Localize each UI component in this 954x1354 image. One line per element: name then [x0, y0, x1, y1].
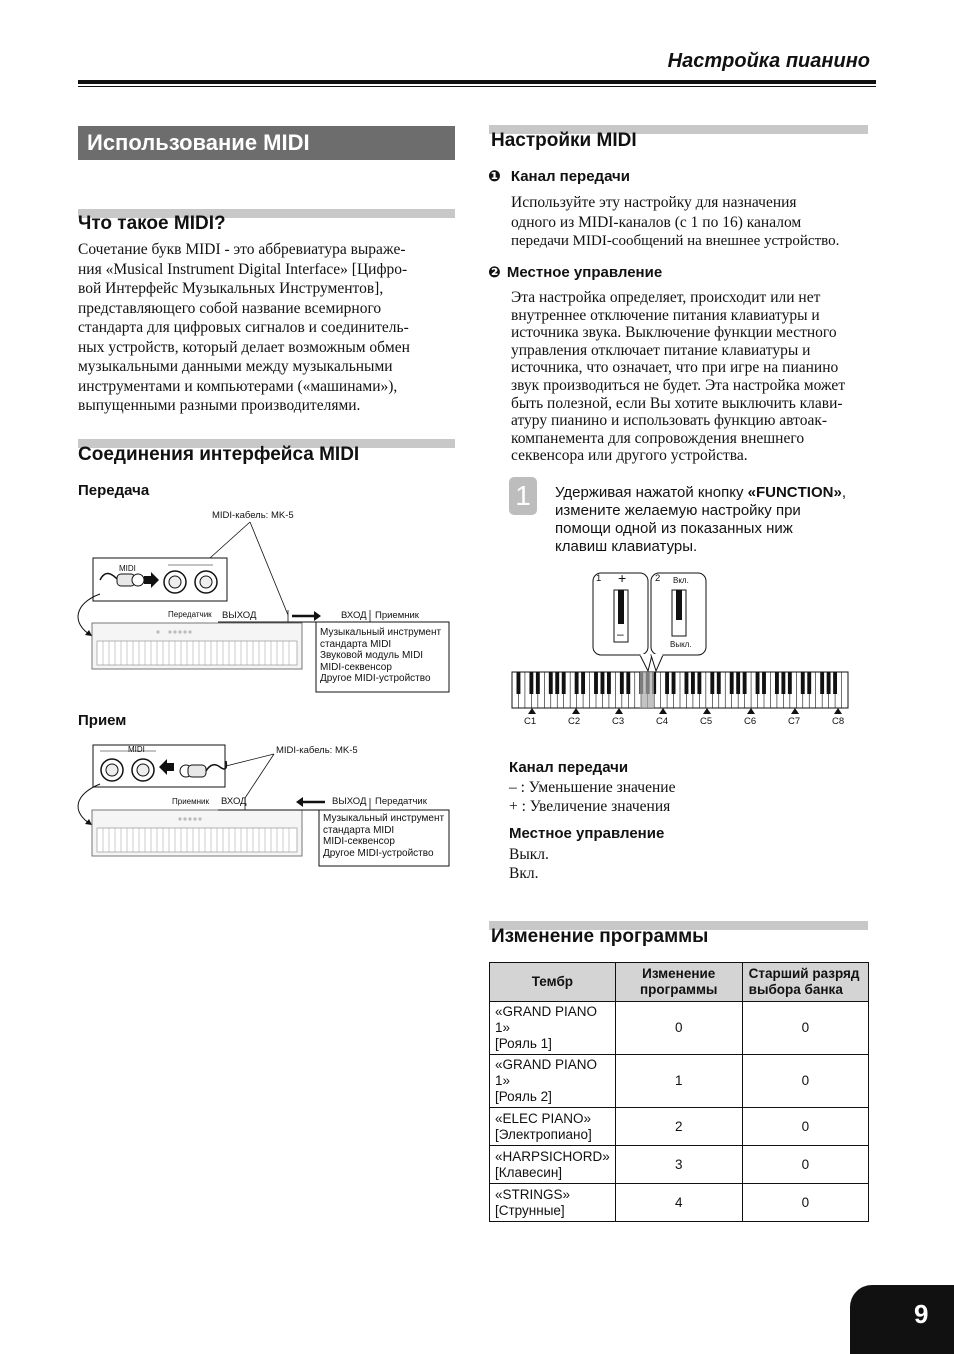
- legend-off: Выкл.: [509, 846, 549, 863]
- heading-midi-connections: Соединения интерфейса MIDI: [78, 444, 360, 465]
- black-key: [626, 672, 630, 694]
- transmit-device-list: Музыкальный инструмент стандарта MIDI Звуковой модуль MIDI MIDI-секвенсор Другое MIDI-устройство: [320, 627, 442, 684]
- in-label: ВХОД: [221, 796, 247, 807]
- heading-program-change: Изменение программы: [491, 926, 709, 947]
- item1-title: ❶ Канал передачи: [488, 168, 630, 185]
- heading-midi-settings: Настройки MIDI: [491, 130, 637, 151]
- black-key: [549, 672, 553, 694]
- black-key: [756, 672, 760, 694]
- black-key: [685, 672, 689, 694]
- callout2-off: Выкл.: [670, 640, 692, 649]
- callout2-on: Вкл.: [673, 576, 689, 585]
- cable-label: MIDI-кабель: MK-5: [276, 745, 358, 756]
- in-label: ВХОД: [341, 610, 367, 621]
- page-number: 9: [850, 1285, 954, 1354]
- key-c4: C4: [656, 716, 669, 727]
- receiver-label: Приемник: [375, 610, 419, 621]
- black-key: [665, 672, 669, 694]
- key-c5: C5: [700, 716, 713, 727]
- plus-sign: +: [618, 570, 627, 586]
- out-label: ВЫХОД: [332, 796, 367, 807]
- legend-minus: – : Уменьшение значение: [509, 779, 676, 796]
- black-key: [736, 672, 740, 694]
- key-c7: C7: [788, 716, 801, 727]
- black-key: [827, 672, 831, 694]
- running-header: Настройка пианино: [667, 50, 870, 72]
- legend-plus: + : Увеличение значения: [509, 798, 671, 815]
- black-key: [620, 672, 624, 694]
- table-row: «ELEC PIANO» [Электропиано] 2 0: [490, 1108, 869, 1146]
- black-key: [555, 672, 559, 694]
- table-row: «GRAND PIANO 1» [Рояль 2] 1 0: [490, 1055, 869, 1108]
- black-key: [775, 672, 779, 694]
- black-key: [529, 672, 533, 694]
- callout2-number: 2: [655, 573, 661, 584]
- black-key: [562, 672, 566, 694]
- item2-marker: ❷: [488, 264, 501, 281]
- black-key: [594, 672, 598, 694]
- black-key: [730, 672, 734, 694]
- header-rule: [78, 80, 876, 84]
- label-transmit: Передача: [78, 482, 150, 499]
- step1-text: Удерживая нажатой кнопку «FUNCTION», измените желаемую настройку при помощи одной из показанных ниж клавиш клавиатуры.: [555, 484, 846, 555]
- key-c6: C6: [744, 716, 757, 727]
- key-c1: C1: [524, 716, 537, 727]
- receiver-label: Приемник: [172, 797, 210, 806]
- table-row: «HARPSICHORD» [Клавесин] 3 0: [490, 1146, 869, 1184]
- black-key: [536, 672, 540, 694]
- program-change-table: [489, 962, 869, 1222]
- black-key: [820, 672, 824, 694]
- key-c8: C8: [832, 716, 845, 727]
- item2-title: ❷ Местное управление: [488, 264, 663, 281]
- table-row: «STRINGS» [Струнные] 4 0: [490, 1184, 869, 1222]
- black-key: [517, 672, 521, 694]
- heading-what-is-midi: Что такое MIDI?: [78, 213, 226, 234]
- black-key: [575, 672, 579, 694]
- black-key: [581, 672, 585, 694]
- transmitter-label: Передатчик: [375, 796, 427, 807]
- black-key: [601, 672, 605, 694]
- black-key: [607, 672, 611, 694]
- transmitter-label: Передатчик: [168, 610, 212, 619]
- black-key: [781, 672, 785, 694]
- what-is-midi-paragraph: Сочетание букв MIDI - это аббревиатура выраже- ния «Musical Instrument Digital Interface» [Цифро- вой Интерфейс Музыкальных Инструментов], представляющего собой название всемирного стандарта для цифровых сигналов и соединитель- ных устройств, который делает возможным обмен музыкальными данными между музыкальными инструментами и компьютерами («машинами»), выпущенными разными производителями.: [78, 241, 410, 414]
- black-key: [697, 672, 701, 694]
- black-key: [672, 672, 676, 694]
- black-key: [710, 672, 714, 694]
- item2-paragraph: Эта настройка определяет, происходит или нет внутреннее отключение питания клавиатуры и источника звука. Выключение функции местного управления отключает питание клавиатуры и источника, что означает, что при игре на пианино звук производиться не будет. Эта настройка может быть полезной, если Вы хотите выключить клави- атуру пианино и использовать функцию автоак- компанемента для сопровождения внешнего секвенсора или другого устройства.: [511, 289, 846, 465]
- table-row: «GRAND PIANO 1» [Рояль 1] 0 0: [490, 1002, 869, 1055]
- col-header-tone: Тембр: [490, 963, 616, 1002]
- cable-label: MIDI-кабель: MK-5: [212, 510, 294, 521]
- item1-marker: ❶: [488, 168, 501, 185]
- key-c3: C3: [612, 716, 625, 727]
- black-key: [762, 672, 766, 694]
- callout1-number: 1: [596, 573, 602, 584]
- minus-sign: –: [617, 627, 624, 641]
- header-rule-thin: [78, 86, 876, 87]
- legend-on: Вкл.: [509, 865, 539, 882]
- black-key: [743, 672, 747, 694]
- black-key: [691, 672, 695, 694]
- black-key: [788, 672, 792, 694]
- black-key: [717, 672, 721, 694]
- step-number-badge: 1: [509, 477, 537, 515]
- black-key: [801, 672, 805, 694]
- col-header-program: Изменение программы: [615, 963, 742, 1002]
- legend-channel-title: Канал передачи: [509, 759, 629, 776]
- key-c2: C2: [568, 716, 581, 727]
- label-receive: Прием: [78, 712, 127, 729]
- section-title-using-midi: Использование MIDI: [78, 126, 455, 160]
- out-label: ВЫХОД: [222, 610, 257, 621]
- col-header-bank: Старший разряд выбора банка: [742, 963, 868, 1002]
- black-key: [833, 672, 837, 694]
- port-label-midi: MIDI: [119, 564, 136, 573]
- item1-paragraph: Используйте эту настройку для назначения одного из MIDI-каналов (с 1 по 16) каналом передачи MIDI-сообщений на внешнее устройство.: [511, 194, 840, 249]
- receive-device-list: Музыкальный инструмент стандарта MIDI MIDI-секвенсор Другое MIDI-устройство: [323, 813, 445, 859]
- black-key: [807, 672, 811, 694]
- port-label-midi: MIDI: [128, 745, 145, 754]
- legend-local-title: Местное управление: [509, 825, 665, 842]
- keyboard-illustration: [508, 568, 854, 730]
